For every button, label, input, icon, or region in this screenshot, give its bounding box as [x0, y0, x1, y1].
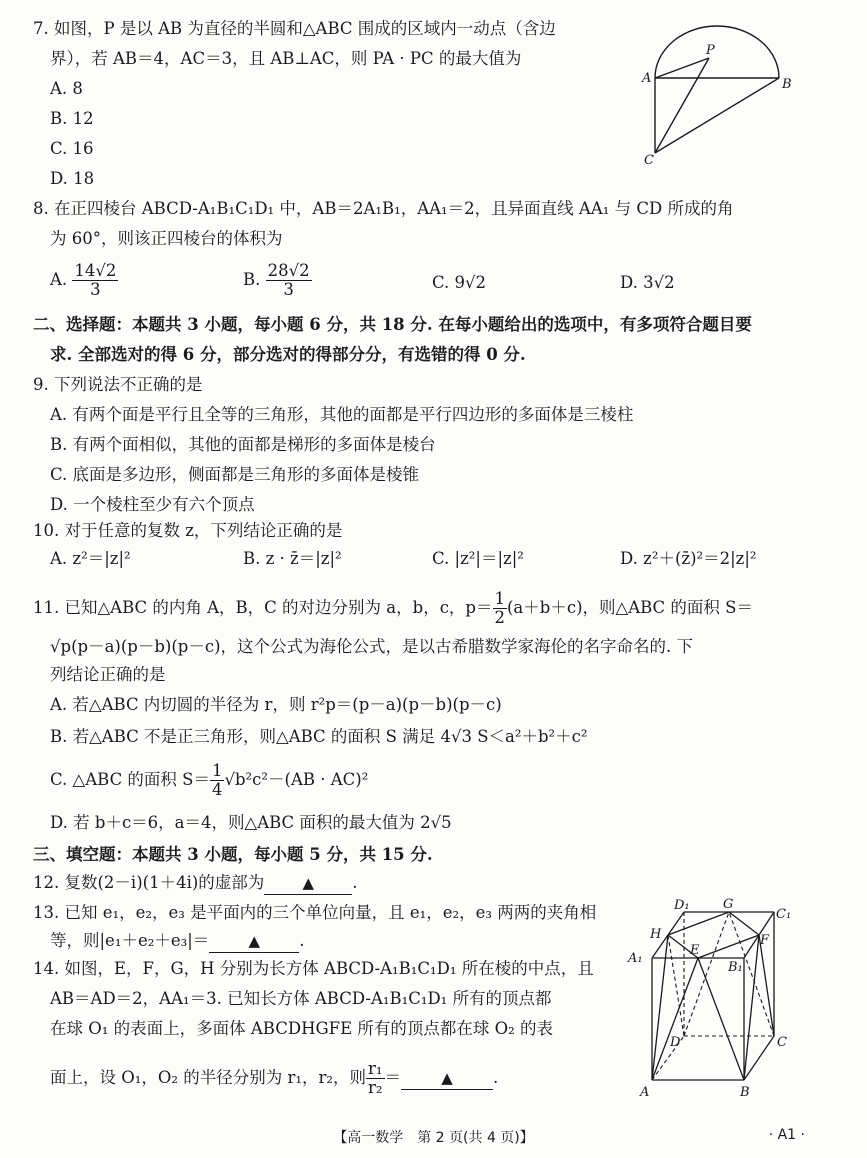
q8-option-b-fraction	[266, 262, 312, 299]
q14-ratio-num: r₁	[368, 1059, 383, 1078]
q9-option-b: B. 有两个面相似，其他的面都是梯形的多面体是棱台	[50, 435, 436, 454]
q7-option-b: B. 12	[50, 109, 94, 128]
q11-option-c-post: √b²c²－(AB · AC)²	[224, 770, 369, 789]
q11-option-c-fraction-num: 1	[211, 761, 223, 780]
q8-option-b	[243, 262, 312, 299]
q10-option-d: D. z²＋(z̄)²＝2|z|²	[620, 549, 757, 568]
q8-option-a-fraction	[72, 262, 118, 299]
q13-end: .	[299, 931, 305, 950]
q12-end: .	[352, 873, 358, 892]
q7-option-d: D. 18	[50, 169, 95, 188]
q7-label-p: P	[706, 43, 715, 58]
q11-stem-line2: √p(p－a)(p－b)(p－c)，这个公式为海伦公式，是以古希腊数学家海伦的名字命名的. 下	[50, 637, 694, 656]
q9-stem: 9. 下列说法不正确的是	[33, 375, 203, 394]
q7-segment-pa	[655, 58, 709, 78]
q14-label-f: F	[760, 933, 770, 948]
q10-option-c: C. |z²|＝|z|²	[432, 549, 524, 568]
q14-label-a: A	[640, 1085, 650, 1100]
q11-p-fraction-den: 2	[494, 608, 505, 627]
q13-stem-line1: 13. 已知 e₁，e₂，e₃ 是平面内的三个单位向量，且 e₁，e₂，e₃ 两两的夹角相	[33, 903, 597, 922]
q12-stem	[33, 872, 358, 895]
section2-heading-line1: 二、选择题：本题共 3 小题，每小题 6 分，共 18 分. 在每小题给出的选项中，有多项符合题目要	[33, 315, 752, 334]
q7-option-c: C. 16	[50, 139, 94, 158]
q8-option-a-num: 14√2	[74, 261, 117, 280]
q14-ratio-den: r₂	[368, 1078, 383, 1097]
q11-option-c-fraction-den: 4	[211, 780, 223, 799]
q11-stem-line3: 列结论正确的是	[50, 665, 166, 684]
q14-label-e: E	[690, 943, 700, 958]
page-footer: 【高一数学 第 2 页(共 4 页)】	[333, 1130, 534, 1146]
q14-label-d: D	[670, 1035, 681, 1050]
q11-stem-line1-post: (a＋b＋c)，则△ABC 的面积 S＝	[507, 598, 753, 617]
q8-option-b-den: 3	[283, 280, 294, 299]
q14-label-c1: C₁	[776, 907, 792, 922]
q14-label-d1: D₁	[674, 898, 690, 913]
q13-answer-blank: ▲	[209, 930, 299, 953]
q7-label-b: B	[782, 77, 792, 92]
q11-p-fraction-num: 1	[494, 589, 505, 608]
q14-stem-line1: 14. 如图，E，F，G，H 分别为长方体 ABCD-A₁B₁C₁D₁ 所在棱的中点，且	[33, 959, 594, 978]
q11-option-d: D. 若 b＋c＝6，a＝4，则△ABC 面积的最大值为 2√5	[50, 813, 452, 832]
q8-option-c: C. 9√2	[432, 273, 487, 292]
q7-label-a: A	[642, 71, 652, 86]
q7-segment-bc	[655, 78, 779, 153]
q11-stem-line1-pre: 11. 已知△ABC 的内角 A，B，C 的对边分别为 a，b，c，p＝	[33, 598, 493, 617]
q11-p-fraction	[493, 590, 508, 627]
q10-stem: 10. 对于任意的复数 z，下列结论正确的是	[33, 521, 343, 540]
paper-tag: · A1 ·	[768, 1127, 805, 1143]
q7-label-c: C	[644, 153, 654, 168]
q9-option-d: D. 一个棱柱至少有六个顶点	[50, 495, 255, 514]
q7-stem-line1: 7. 如图，P 是以 AB 为直径的半圆和△ABC 围成的区域内一动点（含边	[33, 19, 556, 38]
q14-stem-line4	[50, 1060, 498, 1097]
q7-stem-line2: 界），若 AB＝4，AC＝3，且 AB⊥AC，则 PA · PC 的最大值为	[50, 49, 522, 68]
q11-option-a: A. 若△ABC 内切圆的半径为 r，则 r²p＝(p－a)(p－b)(p－c)	[50, 695, 502, 714]
q8-option-d: D. 3√2	[620, 273, 675, 292]
q7-semicircle	[655, 26, 779, 78]
q10-option-a: A. z²＝|z|²	[50, 549, 131, 568]
q14-label-a1: A₁	[628, 951, 643, 966]
q11-option-c-pre: C. △ABC 的面积 S＝	[50, 770, 210, 789]
q14-stem-line3: 在球 O₁ 的表面上，多面体 ABCDHGFE 所有的顶点都在球 O₂ 的表	[50, 1019, 554, 1038]
q14-ratio-fraction	[366, 1060, 385, 1097]
q14-label-h: H	[650, 927, 662, 942]
q14-end: .	[493, 1068, 499, 1087]
q11-option-c	[50, 762, 368, 799]
q8-stem-line2: 为 60°，则该正四棱台的体积为	[50, 229, 283, 248]
q14-label-b1: B₁	[728, 960, 743, 975]
q14-text: 面上，设 O₁，O₂ 的半径分别为 r₁，r₂，则	[50, 1068, 367, 1087]
q14-eq: ＝	[384, 1068, 402, 1087]
q14-answer-blank: ▲	[401, 1067, 493, 1090]
q9-option-c: C. 底面是多边形，侧面都是三角形的多面体是棱锥	[50, 465, 420, 484]
q11-option-b: B. 若△ABC 不是正三角形，则△ABC 的面积 S 满足 4√3 S＜a²＋b²＋c²	[50, 727, 588, 746]
q9-option-a: A. 有两个面是平行且全等的三角形，其他的面都是平行四边形的多面体是三棱柱	[50, 405, 634, 424]
q7-option-a: A. 8	[50, 79, 83, 98]
q14-label-b: B	[740, 1085, 750, 1100]
q8-option-a-label: A.	[50, 270, 68, 289]
q14-label-g: G	[723, 897, 734, 912]
q11-option-c-fraction	[210, 762, 225, 799]
q7-segment-pc	[655, 58, 709, 153]
q10-option-b: B. z · z̄＝|z|²	[243, 549, 342, 568]
q8-option-a	[50, 262, 118, 299]
q12-answer-blank: ▲	[264, 872, 352, 895]
section3-heading: 三、填空题：本题共 3 小题，每小题 5 分，共 15 分.	[33, 845, 433, 864]
q7-figure	[638, 18, 798, 178]
q14-figure	[622, 896, 802, 1108]
section2-heading-line2: 求. 全部选对的得 6 分，部分选对的得部分分，有选错的得 0 分.	[50, 345, 526, 364]
q13-text: 等，则|e₁＋e₂＋e₃|＝	[50, 931, 210, 950]
q8-option-b-num: 28√2	[267, 261, 310, 280]
q14-label-c: C	[777, 1035, 787, 1050]
q13-stem-line2	[50, 930, 305, 953]
q8-option-b-label: B.	[243, 270, 261, 289]
q8-option-a-den: 3	[90, 280, 101, 299]
q11-stem-line1	[33, 590, 753, 627]
q8-stem-line1: 8. 在正四棱台 ABCD-A₁B₁C₁D₁ 中，AB＝2A₁B₁，AA₁＝2，且异面直线 AA₁ 与 CD 所成的角	[33, 199, 734, 218]
q12-text: 12. 复数(2－i)(1＋4i)的虚部为	[33, 873, 265, 892]
q14-stem-line2: AB＝AD＝2，AA₁＝3. 已知长方体 ABCD-A₁B₁C₁D₁ 所有的顶点都	[50, 989, 552, 1008]
